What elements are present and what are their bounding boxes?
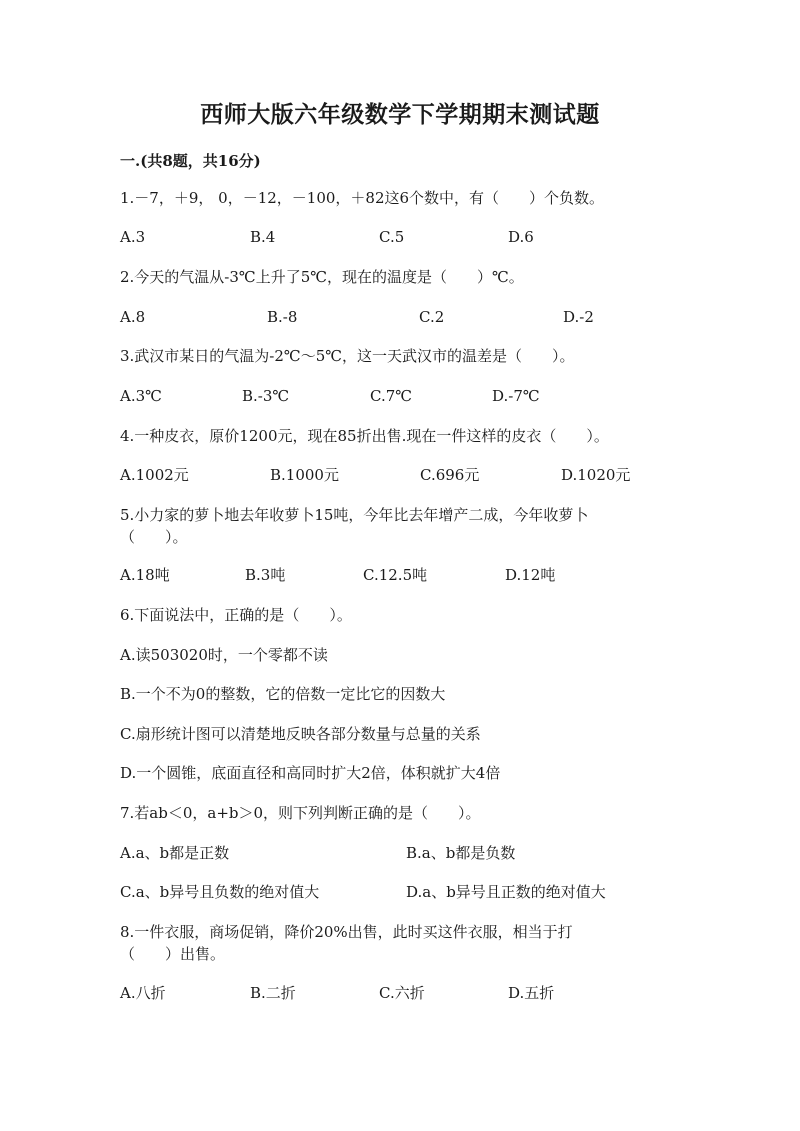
q7-option-d[interactable]: D.a、b异号且正数的绝对值大 [406,883,606,901]
q6-option-a[interactable]: A.读503020时，一个零都不读 [120,646,328,664]
question-5: 5.小力家的萝卜地去年收萝卜15吨，今年比去年增产二成，今年收萝卜（ ）。 [120,506,589,546]
page-title: 西师大版六年级数学下学期期末测试题 [200,101,600,128]
q1-option-a[interactable]: A.3 [120,228,146,246]
q7-option-a[interactable]: A.a、b都是正数 [120,844,230,862]
question-7: 7.若ab＜0，a+b＞0，则下列判断正确的是（ ）。 [120,804,481,822]
q3-option-b[interactable]: B.-3℃ [242,387,290,405]
question-8: 8.一件衣服，商场促销，降价20%出售，此时买这件衣服，相当于打（ ）出售。 [120,923,573,963]
q4-option-c[interactable]: C.696元 [420,466,480,484]
question-6: 6.下面说法中，正确的是（ ）。 [120,606,352,624]
q8-option-b[interactable]: B.二折 [250,984,296,1002]
q8-option-d[interactable]: D.五折 [508,984,555,1002]
q6-option-d[interactable]: D.一个圆锥，底面直径和高同时扩大2倍，体积就扩大4倍 [120,764,501,782]
q1-option-b[interactable]: B.4 [250,228,276,246]
q5-option-c[interactable]: C.12.5吨 [363,566,428,584]
q5-option-d[interactable]: D.12吨 [505,566,556,584]
q1-option-c[interactable]: C.5 [379,228,405,246]
q2-option-c[interactable]: C.2 [419,308,445,326]
q3-option-a[interactable]: A.3℃ [120,387,162,405]
q7-option-c[interactable]: C.a、b异号且负数的绝对值大 [120,883,320,901]
question-1: 1.－7，＋9， 0，－12，－100，＋82这6个数中，有（ ）个负数。 [120,189,605,207]
q7-option-b[interactable]: B.a、b都是负数 [406,844,516,862]
q5-option-b[interactable]: B.3吨 [245,566,286,584]
q5-option-a[interactable]: A.18吨 [120,566,170,584]
q1-option-d[interactable]: D.6 [508,228,534,246]
q6-option-c[interactable]: C.扇形统计图可以清楚地反映各部分数量与总量的关系 [120,725,481,743]
question-3: 3.武汉市某日的气温为-2℃～5℃，这一天武汉市的温差是（ ）。 [120,347,575,365]
q4-option-a[interactable]: A.1002元 [120,466,189,484]
q2-option-a[interactable]: A.8 [120,308,146,326]
q6-option-b[interactable]: B.一个不为0的整数，它的倍数一定比它的因数大 [120,685,446,703]
q2-option-d[interactable]: D.-2 [563,308,594,326]
question-4: 4.一种皮衣，原价1200元，现在85折出售.现在一件这样的皮衣（ ）。 [120,427,609,445]
section-header: 一.(共8题，共16分) [120,152,261,170]
q8-option-a[interactable]: A.八折 [120,984,166,1002]
question-2: 2.今天的气温从-3℃上升了5℃，现在的温度是（ ）℃。 [120,268,524,286]
q3-option-d[interactable]: D.-7℃ [492,387,540,405]
q8-option-c[interactable]: C.六折 [379,984,425,1002]
q4-option-b[interactable]: B.1000元 [270,466,339,484]
q2-option-b[interactable]: B.-8 [267,308,298,326]
q3-option-c[interactable]: C.7℃ [370,387,413,405]
q4-option-d[interactable]: D.1020元 [561,466,631,484]
